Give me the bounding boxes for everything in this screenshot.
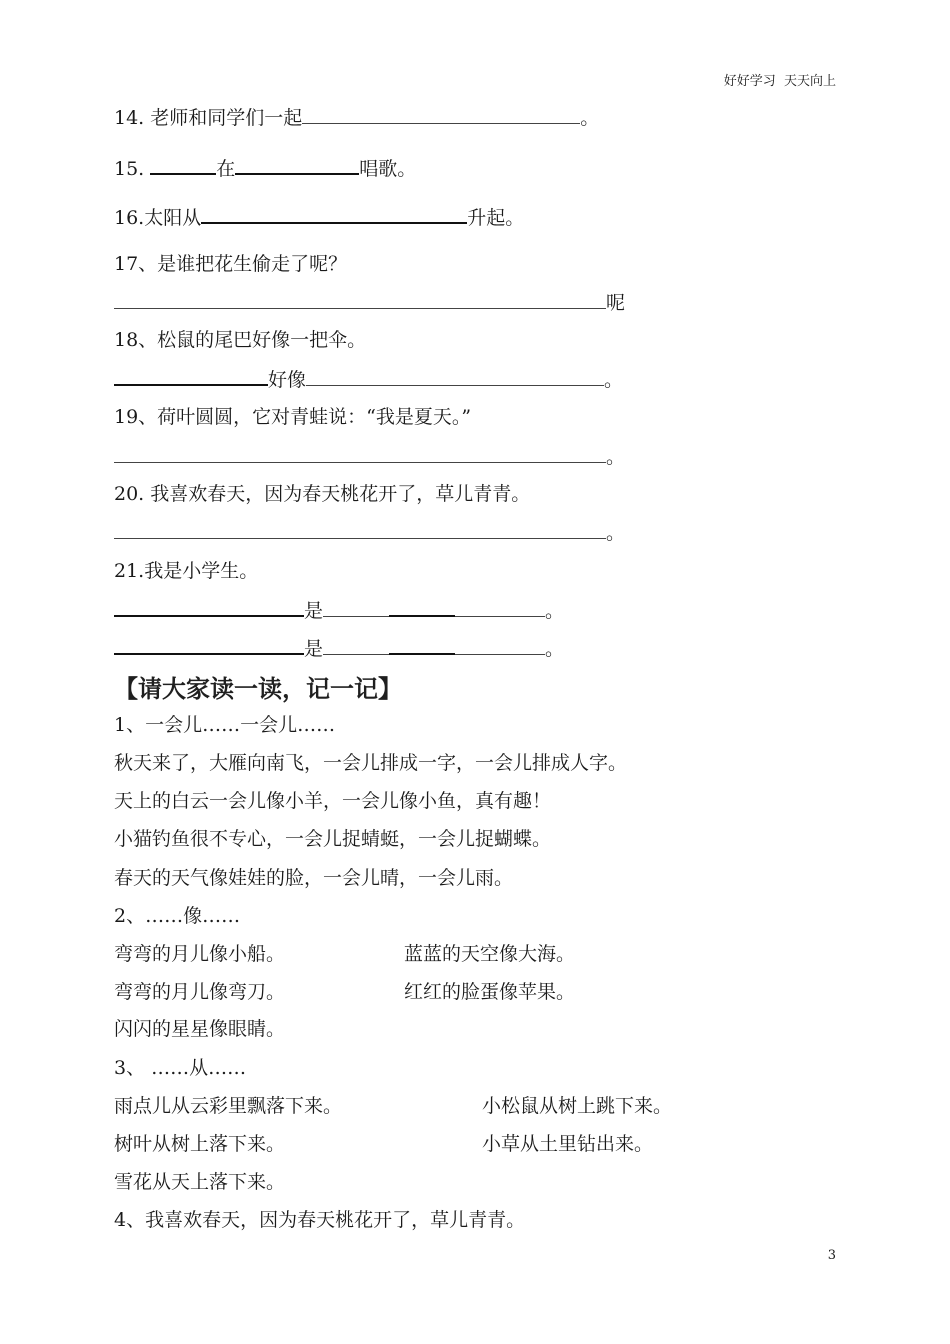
answer-blank[interactable] — [150, 155, 216, 175]
exercise-14 — [114, 105, 599, 130]
exercise-14-text: 14. 老师和同学们一起 — [114, 107, 303, 129]
answer-blank[interactable] — [114, 520, 606, 539]
punctuation: 。 — [604, 369, 624, 391]
reading-1-line: 天上的白云一会儿像小羊，一会儿像小鱼，真有趣！ — [114, 790, 552, 812]
exercise-17-prompt: 17、是谁把花生偷走了呢？ — [114, 253, 348, 275]
exercise-18-answer — [114, 366, 623, 392]
reading-3-line: 雪花从天上落下来。 — [114, 1171, 286, 1193]
exercise-15-number: 15. — [114, 158, 151, 180]
exercise-15 — [114, 155, 416, 181]
reading-3-line: 雨点儿从云彩里飘落下来。 — [114, 1095, 343, 1117]
answer-blank[interactable] — [114, 444, 606, 463]
punctuation: 。 — [545, 600, 565, 622]
page-header: 好好学习 天天向上 — [723, 74, 836, 89]
answer-blank[interactable] — [114, 635, 304, 655]
exercise-16-suffix: 升起。 — [467, 207, 525, 229]
exercise-15-text: 唱歌。 — [359, 158, 417, 180]
punctuation: 。 — [545, 638, 565, 660]
punctuation: 。 — [606, 522, 626, 544]
reading-1-heading: 1、一会儿……一会儿…… — [114, 714, 336, 736]
reading-1-line: 秋天来了，大雁向南飞，一会儿排成一字，一会儿排成人字。 — [114, 752, 628, 774]
reading-3-line: 小松鼠从树上跳下来。 — [482, 1095, 673, 1117]
answer-blank[interactable] — [235, 155, 359, 175]
reading-2-line: 蓝蓝的天空像大海。 — [404, 943, 576, 965]
answer-blank[interactable] — [114, 366, 268, 386]
reading-1-line: 小猫钓鱼很不专心，一会儿捉蜻蜓，一会儿捉蝴蝶。 — [114, 828, 552, 850]
exercise-21-answer-2 — [114, 635, 564, 661]
exercise-19-answer — [114, 444, 625, 469]
exercise-21-answer-1 — [114, 597, 564, 623]
reading-3-heading: 3、 ……从…… — [114, 1057, 247, 1079]
answer-blank[interactable] — [201, 204, 467, 224]
page-number: 3 — [827, 1248, 836, 1263]
reading-2-line: 弯弯的月儿像弯刀。 — [114, 981, 286, 1003]
reading-2-line: 闪闪的星星像眼睛。 — [114, 1018, 286, 1040]
exercise-21-mid: 是 — [304, 638, 324, 660]
answer-blank[interactable] — [389, 597, 455, 617]
reading-2-heading: 2、……像…… — [114, 905, 241, 927]
exercise-17-suffix: 呢 — [606, 292, 626, 314]
punctuation: 。 — [606, 446, 626, 468]
punctuation: 。 — [580, 107, 600, 129]
answer-blank[interactable] — [306, 367, 604, 386]
exercise-16-text: 16.太阳从 — [114, 207, 202, 229]
exercise-18-prompt: 18、松鼠的尾巴好像一把伞。 — [114, 329, 367, 351]
reading-4-heading: 4、我喜欢春天，因为春天桃花开了，草儿青青。 — [114, 1209, 526, 1231]
exercise-20-answer — [114, 520, 625, 545]
reading-2-line: 红红的脸蛋像苹果。 — [404, 981, 576, 1003]
reading-1-line: 春天的天气像娃娃的脸，一会儿晴，一会儿雨。 — [114, 867, 514, 889]
answer-blank[interactable] — [455, 636, 545, 655]
answer-blank[interactable] — [389, 635, 455, 655]
answer-blank[interactable] — [323, 598, 389, 617]
reading-2-line: 弯弯的月儿像小船。 — [114, 943, 286, 965]
answer-blank[interactable] — [114, 290, 606, 309]
section-title: 【请大家读一读，记一记】 — [114, 675, 402, 703]
exercise-16 — [114, 204, 524, 230]
answer-blank[interactable] — [302, 105, 580, 124]
reading-3-line: 小草从土里钻出来。 — [482, 1133, 654, 1155]
exercise-18-mid: 好像 — [268, 369, 307, 391]
exercise-21-mid: 是 — [304, 600, 324, 622]
exercise-21-prompt: 21.我是小学生。 — [114, 560, 259, 582]
answer-blank[interactable] — [455, 598, 545, 617]
exercise-15-mid: 在 — [216, 158, 236, 180]
exercise-19-prompt: 19、荷叶圆圆，它对青蛙说：“我是夏天。” — [114, 406, 472, 428]
exercise-17-answer — [114, 290, 625, 315]
reading-3-line: 树叶从树上落下来。 — [114, 1133, 286, 1155]
answer-blank[interactable] — [323, 636, 389, 655]
answer-blank[interactable] — [114, 597, 304, 617]
exercise-20-prompt: 20. 我喜欢春天，因为春天桃花开了，草儿青青。 — [114, 483, 531, 505]
